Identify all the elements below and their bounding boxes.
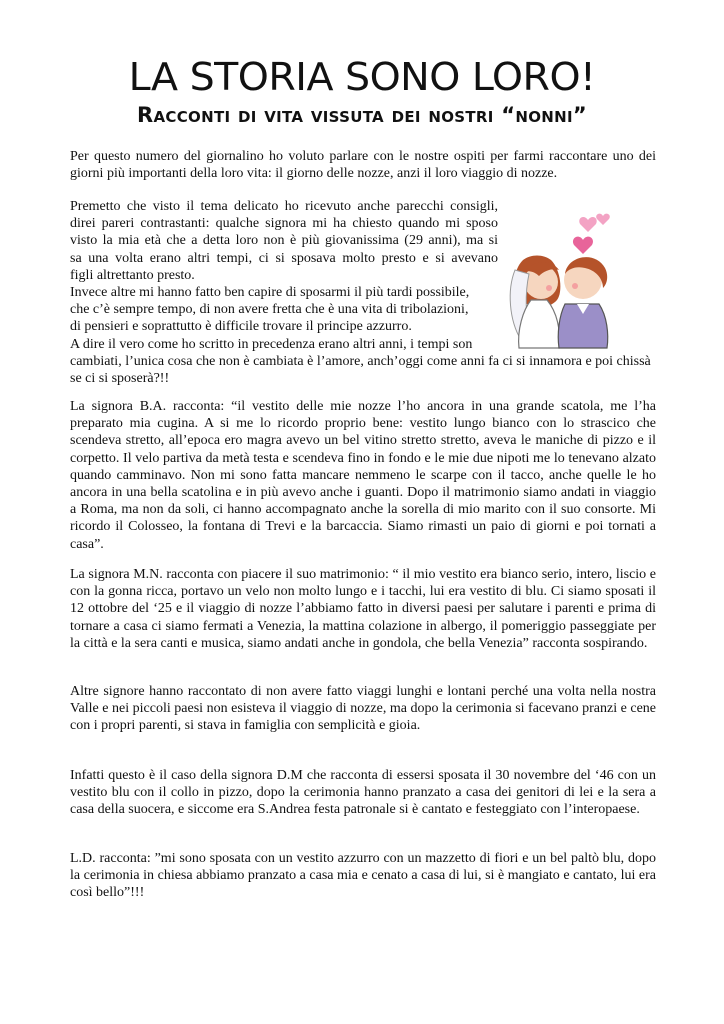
story-ba-paragraph: La signora B.A. racconta: “il vestito delle mie nozze l’ho ancora in una grande scatola, me l’ha preparato mia cugina. A si me lo ricordo proprio bene: vestito lungo bianco con lo strascico che scendeva stretto, all’epoca ero magra avevo un bel vitino stretto stretto, aveva le maniche di pizzo e il corpetto. Il velo partiva da metà testa e scendeva fino in fondo e le mie due nipoti me lo tenevano alzato quando camminavo. Non mi sono fatta mancare nemmeno le scarpe con il tacco, anche quelle le ho ancora in una bella scatolina e in più avevo anche i guanti. Dopo il matrimonio siamo andati in viaggio a Roma, ma non da soli, ci hanno accompagnato anche la sorella di mio marito con il suo consorte. Mi ricordo il Colosseo, la fontana di Trevi e la barcaccia. Siamo rimasti un paio di giorni e poi tornati a casa”.	[70, 399, 656, 552]
premise-line: sa una volta erano altri tempi, ci si sposava molto presto e si avevano	[70, 250, 498, 266]
premise-line: Invece altre mi hanno fatto ben capire di sposarmi il più tardi possibile,	[70, 284, 470, 300]
premise-line: che c’è sempre tempo, di non avere fretta che è una vita di tribolazioni,	[70, 302, 469, 318]
story-ld-paragraph: L.D. racconta: ”mi sono sposata con un vestito azzurro con un mazzetto di fiori e un bel paltò blu, dopo la cerimonia in chiesa abbiamo pranzato a casa mia e cenato a casa di lui, si è mangiato e cantato, lui era così bello”!!!	[70, 851, 656, 901]
premise-line: visto la mia età che a detta loro non è più giovanissima (29 anni), ma si	[70, 233, 498, 249]
story-mn-paragraph: La signora M.N. racconta con piacere il suo matrimonio: “ il mio vestito era bianco serio, intero, liscio e con la gonna ricca, portavo un velo non molto lungo e i tacchi, lui era vestito di blu. Ci siamo sposati il 12 ottobre del ‘25 e il viaggio di nozze l’abbiamo fatto in diversi paesi per salutare i parenti e prima di tornare a casa ci siamo fermati a Venezia, la mattina colazione in albergo, il pomeriggio passeggiate per la città e la sera canti e musica, siamo andati anche in gondola, che bella Venezia” racconta sospirando.	[70, 567, 656, 651]
premise-line: Premetto che visto il tema delicato ho ricevuto anche parecchi consigli,	[70, 199, 498, 214]
heart-icon	[579, 217, 596, 232]
premise-line: direi pareri contrastanti: qualche signora mi ha chiesto quando mi sposo	[70, 216, 498, 232]
others-paragraph: Altre signore hanno raccontato di non avere fatto viaggi lunghi e lontani perché una volta nella nostra Valle e nei piccoli paesi non esisteva il viaggio di nozze, ma dopo la cerimonia si facevano pranzi e cene con i propri parenti, si stava in famiglia con semplicità e gioia.	[70, 684, 656, 734]
page-title: LA STORIA SONO LORO!	[128, 55, 596, 99]
heart-icon	[596, 214, 610, 225]
premise-line: di pensieri e soprattutto è difficile trovare il principe azzurro.	[70, 319, 412, 335]
story-dm-paragraph: Infatti questo è il caso della signora D.M che racconta di essersi sposata il 30 novembre del ‘46 con un vestito blu con il collo in pizzo, dopo la cerimonia hanno pranzato a casa dei genitori di lei e la sera a casa della suocera, e siccome era S.Andrea festa patronale si è cantato e festeggiato con l’interopaese.	[70, 768, 656, 818]
bride-figure	[510, 256, 560, 349]
heart-icon	[573, 237, 593, 254]
premise-line: A dire il vero come ho scritto in precedenza erano altri anni, i tempi son	[70, 336, 473, 352]
kissing-couple-illustration	[505, 200, 650, 350]
premise-paragraph	[70, 198, 498, 353]
premise-line: figli altrettanto presto.	[70, 267, 195, 283]
page-subtitle: Racconti di vita vissuta dei nostri “nonni”	[137, 103, 587, 127]
premise-end-paragraph: cambiati, l’unica cosa che non è cambiata è l’amore, anch’oggi come anni fa ci si innamora e poi chissà se ci si sposerà?!!	[70, 353, 651, 386]
intro-paragraph: Per questo numero del giornalino ho voluto parlare con le nostre ospiti per farmi raccontare uno dei giorni più importanti della loro vita: il giorno delle nozze, anzi il loro viaggio di nozze.	[70, 149, 656, 182]
groom-figure	[558, 257, 607, 348]
